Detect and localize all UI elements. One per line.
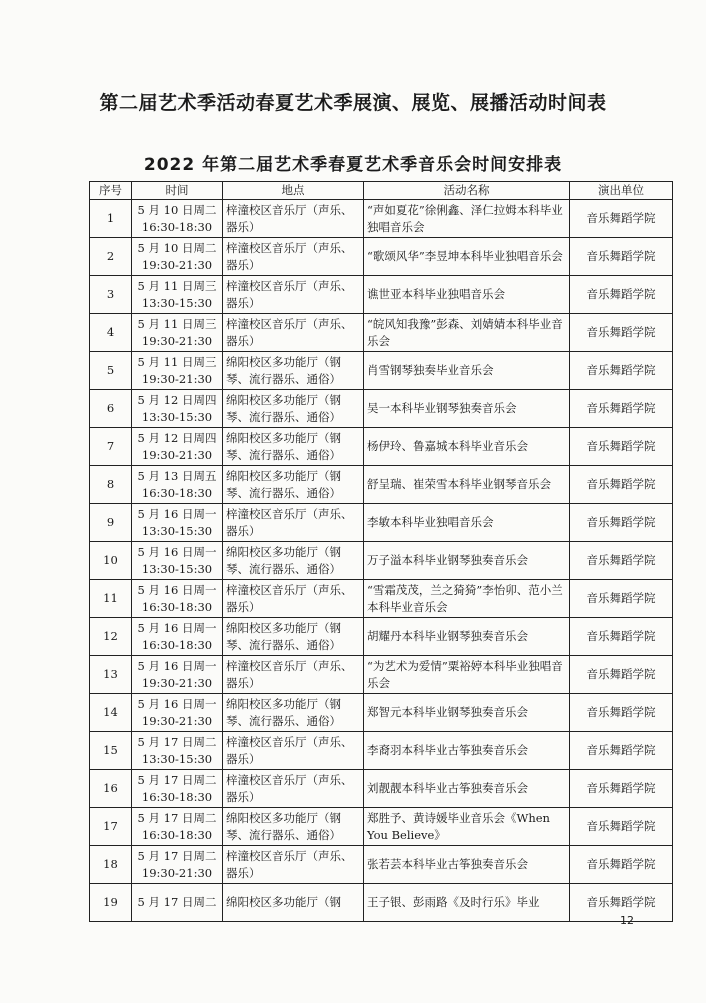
- table-row: [90, 808, 673, 846]
- cell-activity: 谯世亚本科毕业独唱音乐会: [364, 276, 570, 314]
- cell-time: 5 月 16 日周一 13:30-15:30: [132, 504, 223, 542]
- cell-number: 19: [90, 884, 132, 922]
- cell-venue: 绵阳校区多功能厅（钢琴、流行器乐、通俗）: [223, 694, 364, 732]
- cell-venue: 绵阳校区多功能厅（钢琴、流行器乐、通俗）: [223, 808, 364, 846]
- cell-time: 5 月 12 日周四 13:30-15:30: [132, 390, 223, 428]
- cell-unit: 音乐舞蹈学院: [570, 618, 673, 656]
- cell-unit: 音乐舞蹈学院: [570, 428, 673, 466]
- cell-time: 5 月 17 日周二 16:30-18:30: [132, 808, 223, 846]
- cell-venue: 梓潼校区音乐厅（声乐、器乐）: [223, 656, 364, 694]
- cell-time: 5 月 17 日周二: [132, 884, 223, 922]
- cell-unit: 音乐舞蹈学院: [570, 314, 673, 352]
- cell-time: 5 月 16 日周一 16:30-18:30: [132, 618, 223, 656]
- cell-unit: 音乐舞蹈学院: [570, 732, 673, 770]
- cell-venue: 梓潼校区音乐厅（声乐、器乐）: [223, 580, 364, 618]
- cell-activity: 李敏本科毕业独唱音乐会: [364, 504, 570, 542]
- cell-time: 5 月 11 日周三 19:30-21:30: [132, 314, 223, 352]
- cell-unit: 音乐舞蹈学院: [570, 656, 673, 694]
- table-row: [90, 276, 673, 314]
- cell-activity: 李裔羽本科毕业古筝独奏音乐会: [364, 732, 570, 770]
- cell-time: 5 月 11 日周三 19:30-21:30: [132, 352, 223, 390]
- cell-activity: “雪霜茂茂，兰之猗猗”李怡卯、范小兰本科毕业音乐会: [364, 580, 570, 618]
- table-title: 2022 年第二届艺术季春夏艺术季音乐会时间安排表: [143, 155, 563, 175]
- cell-venue: 梓潼校区音乐厅（声乐、器乐）: [223, 732, 364, 770]
- cell-time: 5 月 16 日周一 19:30-21:30: [132, 656, 223, 694]
- cell-unit: 音乐舞蹈学院: [570, 770, 673, 808]
- header-activity: 活动名称: [364, 182, 570, 200]
- table-header: [90, 182, 673, 200]
- cell-number: 3: [90, 276, 132, 314]
- cell-activity: 万子溢本科毕业钢琴独奏音乐会: [364, 542, 570, 580]
- cell-number: 17: [90, 808, 132, 846]
- cell-unit: 音乐舞蹈学院: [570, 200, 673, 238]
- cell-activity: 张若芸本科毕业古筝独奏音乐会: [364, 846, 570, 884]
- cell-venue: 绵阳校区多功能厅（钢琴、流行器乐、通俗）: [223, 466, 364, 504]
- cell-time: 5 月 17 日周二 13:30-15:30: [132, 732, 223, 770]
- cell-unit: 音乐舞蹈学院: [570, 238, 673, 276]
- page-title: 第二届艺术季活动春夏艺术季展演、展览、展播活动时间表: [99, 92, 607, 114]
- header-row: [90, 182, 673, 200]
- cell-venue: 绵阳校区多功能厅（钢: [223, 884, 364, 922]
- cell-number: 8: [90, 466, 132, 504]
- table-row: [90, 352, 673, 390]
- cell-number: 2: [90, 238, 132, 276]
- cell-venue: 绵阳校区多功能厅（钢琴、流行器乐、通俗）: [223, 352, 364, 390]
- schedule-table: [89, 181, 673, 922]
- cell-activity: 刘靓靓本科毕业古筝独奏音乐会: [364, 770, 570, 808]
- cell-venue: 梓潼校区音乐厅（声乐、器乐）: [223, 770, 364, 808]
- cell-time: 5 月 16 日周一 13:30-15:30: [132, 542, 223, 580]
- cell-venue: 绵阳校区多功能厅（钢琴、流行器乐、通俗）: [223, 390, 364, 428]
- cell-time: 5 月 17 日周二 19:30-21:30: [132, 846, 223, 884]
- table-row: [90, 314, 673, 352]
- header-venue: 地点: [223, 182, 364, 200]
- table-row: [90, 618, 673, 656]
- cell-activity: 肖雪钢琴独奏毕业音乐会: [364, 352, 570, 390]
- cell-time: 5 月 16 日周一 16:30-18:30: [132, 580, 223, 618]
- table-row: [90, 694, 673, 732]
- cell-unit: 音乐舞蹈学院: [570, 352, 673, 390]
- table-row: [90, 466, 673, 504]
- header-no: 序号: [90, 182, 132, 200]
- cell-activity: 郑胜予、黄诗媛毕业音乐会《When You Believe》: [364, 808, 570, 846]
- cell-venue: 梓潼校区音乐厅（声乐、器乐）: [223, 238, 364, 276]
- cell-number: 14: [90, 694, 132, 732]
- cell-number: 4: [90, 314, 132, 352]
- table-row: [90, 504, 673, 542]
- table-body: [90, 200, 673, 922]
- cell-venue: 绵阳校区多功能厅（钢琴、流行器乐、通俗）: [223, 542, 364, 580]
- cell-unit: 音乐舞蹈学院: [570, 466, 673, 504]
- cell-time: 5 月 12 日周四 19:30-21:30: [132, 428, 223, 466]
- cell-activity: 胡耀丹本科毕业钢琴独奏音乐会: [364, 618, 570, 656]
- header-time: 时间: [132, 182, 223, 200]
- table-row: [90, 884, 673, 922]
- cell-activity: “歌颂风华”李昱坤本科毕业独唱音乐会: [364, 238, 570, 276]
- cell-unit: 音乐舞蹈学院: [570, 580, 673, 618]
- table-row: [90, 542, 673, 580]
- table-row: [90, 200, 673, 238]
- page-number: 12: [620, 914, 634, 927]
- cell-unit: 音乐舞蹈学院: [570, 390, 673, 428]
- cell-activity: 舒呈瑞、崔荣雪本科毕业钢琴音乐会: [364, 466, 570, 504]
- table-row: [90, 238, 673, 276]
- cell-number: 10: [90, 542, 132, 580]
- cell-time: 5 月 16 日周一 19:30-21:30: [132, 694, 223, 732]
- cell-activity: 郑智元本科毕业钢琴独奏音乐会: [364, 694, 570, 732]
- cell-number: 12: [90, 618, 132, 656]
- cell-number: 5: [90, 352, 132, 390]
- table-row: [90, 580, 673, 618]
- cell-venue: 梓潼校区音乐厅（声乐、器乐）: [223, 846, 364, 884]
- cell-time: 5 月 13 日周五 16:30-18:30: [132, 466, 223, 504]
- header-unit: 演出单位: [570, 182, 673, 200]
- cell-number: 6: [90, 390, 132, 428]
- cell-activity: “声如夏花”徐俐鑫、泽仁拉姆本科毕业独唱音乐会: [364, 200, 570, 238]
- table-row: [90, 846, 673, 884]
- cell-time: 5 月 10 日周二 19:30-21:30: [132, 238, 223, 276]
- cell-venue: 绵阳校区多功能厅（钢琴、流行器乐、通俗）: [223, 428, 364, 466]
- cell-venue: 梓潼校区音乐厅（声乐、器乐）: [223, 504, 364, 542]
- cell-unit: 音乐舞蹈学院: [570, 846, 673, 884]
- cell-number: 9: [90, 504, 132, 542]
- cell-number: 13: [90, 656, 132, 694]
- cell-activity: 王子银、彭雨路《及时行乐》毕业: [364, 884, 570, 922]
- table-row: [90, 656, 673, 694]
- cell-unit: 音乐舞蹈学院: [570, 276, 673, 314]
- cell-venue: 绵阳校区多功能厅（钢琴、流行器乐、通俗）: [223, 618, 364, 656]
- cell-number: 7: [90, 428, 132, 466]
- cell-number: 18: [90, 846, 132, 884]
- cell-activity: 杨伊玲、鲁嘉城本科毕业音乐会: [364, 428, 570, 466]
- cell-time: 5 月 11 日周三 13:30-15:30: [132, 276, 223, 314]
- cell-number: 11: [90, 580, 132, 618]
- cell-venue: 梓潼校区音乐厅（声乐、器乐）: [223, 200, 364, 238]
- table-row: [90, 390, 673, 428]
- cell-number: 16: [90, 770, 132, 808]
- cell-unit: 音乐舞蹈学院: [570, 504, 673, 542]
- cell-activity: “为艺术为爱情”粟裕婷本科毕业独唱音乐会: [364, 656, 570, 694]
- cell-venue: 梓潼校区音乐厅（声乐、器乐）: [223, 314, 364, 352]
- table-row: [90, 732, 673, 770]
- cell-activity: 吴一本科毕业钢琴独奏音乐会: [364, 390, 570, 428]
- cell-venue: 梓潼校区音乐厅（声乐、器乐）: [223, 276, 364, 314]
- cell-activity: “皖风知我豫”彭森、刘婧婧本科毕业音乐会: [364, 314, 570, 352]
- table-row: [90, 428, 673, 466]
- cell-unit: 音乐舞蹈学院: [570, 542, 673, 580]
- cell-unit: 音乐舞蹈学院: [570, 808, 673, 846]
- table-row: [90, 770, 673, 808]
- cell-number: 1: [90, 200, 132, 238]
- cell-time: 5 月 17 日周二 16:30-18:30: [132, 770, 223, 808]
- cell-unit: 音乐舞蹈学院: [570, 694, 673, 732]
- cell-unit: 音乐舞蹈学院: [570, 884, 673, 922]
- cell-time: 5 月 10 日周二 16:30-18:30: [132, 200, 223, 238]
- cell-number: 15: [90, 732, 132, 770]
